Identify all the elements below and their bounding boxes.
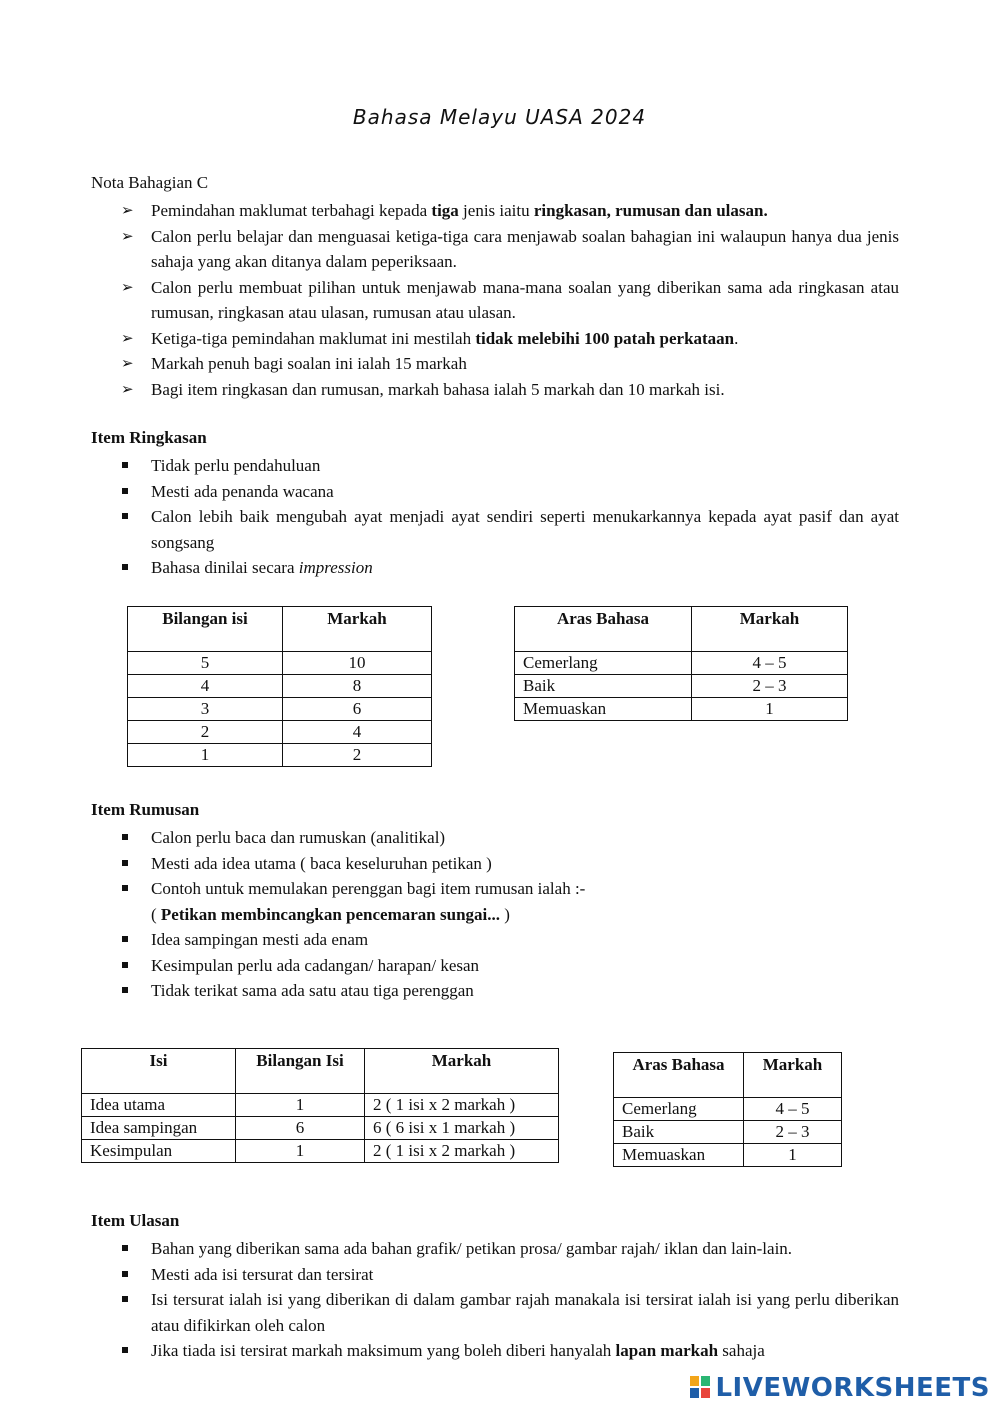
table-row <box>82 1117 559 1140</box>
table-header: Aras Bahasa <box>515 607 692 652</box>
list-item: Kesimpulan perlu ada cadangan/ harapan/ kesan <box>91 953 899 979</box>
table-row <box>515 675 848 698</box>
table-row <box>128 652 432 675</box>
table-cell: 3 <box>128 698 283 721</box>
table-cell: 6 ( 6 isi x 1 markah ) <box>365 1117 559 1140</box>
table-cell: Idea utama <box>82 1094 236 1117</box>
table-cell: Memuaskan <box>515 698 692 721</box>
list-item: Calon perlu baca dan rumuskan (analitikal) <box>91 825 899 851</box>
section-heading-ulasan: Item Ulasan <box>91 1211 180 1230</box>
table-cell: 8 <box>283 675 432 698</box>
table-cell: 6 <box>236 1117 365 1140</box>
rumusan-isi-table <box>81 1048 559 1163</box>
list-item: ➢ Bagi item ringkasan dan rumusan, markah bahasa ialah 5 markah dan 10 markah isi. <box>91 377 899 403</box>
table-cell: 4 – 5 <box>744 1098 842 1121</box>
table-cell: 6 <box>283 698 432 721</box>
section-heading-ringkasan: Item Ringkasan <box>91 428 207 447</box>
table-cell: 2 – 3 <box>692 675 848 698</box>
table-cell: 10 <box>283 652 432 675</box>
table-cell: Cemerlang <box>515 652 692 675</box>
table-cell: 2 <box>128 721 283 744</box>
brand-text: LIVEWORKSHEETS <box>715 1373 990 1403</box>
list-item: Mesti ada isi tersurat dan tersirat <box>91 1262 899 1288</box>
table-header: Isi <box>82 1049 236 1094</box>
table-header: Bilangan Isi <box>236 1049 365 1094</box>
table-header: Markah <box>365 1049 559 1094</box>
table-cell: Baik <box>614 1121 744 1144</box>
table-header: Aras Bahasa <box>614 1053 744 1098</box>
table-cell: 4 – 5 <box>692 652 848 675</box>
list-item: ➢ Ketiga-tiga pemindahan maklumat ini mestilah tidak melebihi 100 patah perkataan. <box>91 326 899 352</box>
table-row <box>515 698 848 721</box>
table-cell: Memuaskan <box>614 1144 744 1167</box>
table-row <box>128 721 432 744</box>
list-item: Tidak terikat sama ada satu atau tiga perenggan <box>91 978 899 1004</box>
ringkasan-list <box>91 453 899 581</box>
section-heading-rumusan: Item Rumusan <box>91 800 200 819</box>
table-cell: 4 <box>128 675 283 698</box>
table-row <box>128 698 432 721</box>
table-row <box>128 744 432 767</box>
table-cell: 1 <box>744 1144 842 1167</box>
table-cell: Kesimpulan <box>82 1140 236 1163</box>
page-title: Bahasa Melayu UASA 2024 <box>352 105 647 129</box>
ringkasan-bahasa-table <box>514 606 848 721</box>
notes-list <box>91 198 899 402</box>
table-row <box>614 1098 842 1121</box>
list-item: Idea sampingan mesti ada enam <box>91 927 899 953</box>
list-item: Contoh untuk memulakan perenggan bagi item rumusan ialah :- <box>91 876 899 902</box>
ulasan-list <box>91 1236 899 1364</box>
table-row <box>614 1121 842 1144</box>
table-cell: 1 <box>236 1094 365 1117</box>
rumusan-bahasa-table <box>613 1052 842 1167</box>
table-cell: 2 <box>283 744 432 767</box>
table-row <box>515 652 848 675</box>
table-row <box>614 1144 842 1167</box>
liveworksheets-icon <box>690 1376 711 1400</box>
table-cell: 2 ( 1 isi x 2 markah ) <box>365 1140 559 1163</box>
table-cell: Baik <box>515 675 692 698</box>
table-cell: 2 – 3 <box>744 1121 842 1144</box>
table-cell: Idea sampingan <box>82 1117 236 1140</box>
list-item: ➢ Pemindahan maklumat terbahagi kepada tiga jenis iaitu ringkasan, rumusan dan ulasan. <box>91 198 899 224</box>
table-header: Bilangan isi <box>128 607 283 652</box>
table-header: Markah <box>283 607 432 652</box>
list-item: Bahasa dinilai secara impression <box>91 555 899 581</box>
list-item: Bahan yang diberikan sama ada bahan grafik/ petikan prosa/ gambar rajah/ iklan dan lain-lain. <box>91 1236 899 1262</box>
table-cell: 4 <box>283 721 432 744</box>
list-item: Mesti ada idea utama ( baca keseluruhan petikan ) <box>91 851 899 877</box>
table-header: Markah <box>744 1053 842 1098</box>
table-cell: 1 <box>128 744 283 767</box>
liveworksheets-logo <box>690 1371 990 1405</box>
list-item: ➢ Markah penuh bagi soalan ini ialah 15 markah <box>91 351 899 377</box>
ringkasan-isi-table <box>127 606 432 767</box>
table-cell: 1 <box>236 1140 365 1163</box>
list-item: Isi tersurat ialah isi yang diberikan di dalam gambar rajah manakala isi tersirat ialah isi yang perlu diberikan atau difikirkan oleh calon <box>91 1287 899 1338</box>
table-header: Markah <box>692 607 848 652</box>
list-item: Tidak perlu pendahuluan <box>91 453 899 479</box>
list-item: ➢ Calon perlu belajar dan menguasai ketiga-tiga cara menjawab soalan bahagian ini walaupun hanya dua jenis sahaja yang akan ditanya dalam peperiksaan. <box>91 224 899 275</box>
note-heading: Nota Bahagian C <box>91 173 209 192</box>
list-item: ➢ Calon perlu membuat pilihan untuk menjawab mana-mana soalan yang diberikan sama ada ringkasan atau rumusan, ringkasan atau ulasan, rumusan atau ulasan. <box>91 275 899 326</box>
rumusan-list <box>91 825 899 1004</box>
table-cell: 1 <box>692 698 848 721</box>
list-item: Jika tiada isi tersirat markah maksimum yang boleh diberi hanyalah lapan markah sahaja <box>91 1338 899 1364</box>
table-cell: 5 <box>128 652 283 675</box>
table-cell: 2 ( 1 isi x 2 markah ) <box>365 1094 559 1117</box>
table-row <box>128 675 432 698</box>
table-row <box>82 1140 559 1163</box>
example-line: ( Petikan membincangkan pencemaran sungai... ) <box>151 904 510 924</box>
table-row <box>82 1094 559 1117</box>
list-item: Calon lebih baik mengubah ayat menjadi ayat sendiri seperti menukarkannya kepada ayat pasif dan ayat songsang <box>91 504 899 555</box>
table-cell: Cemerlang <box>614 1098 744 1121</box>
list-item: Mesti ada penanda wacana <box>91 479 899 505</box>
